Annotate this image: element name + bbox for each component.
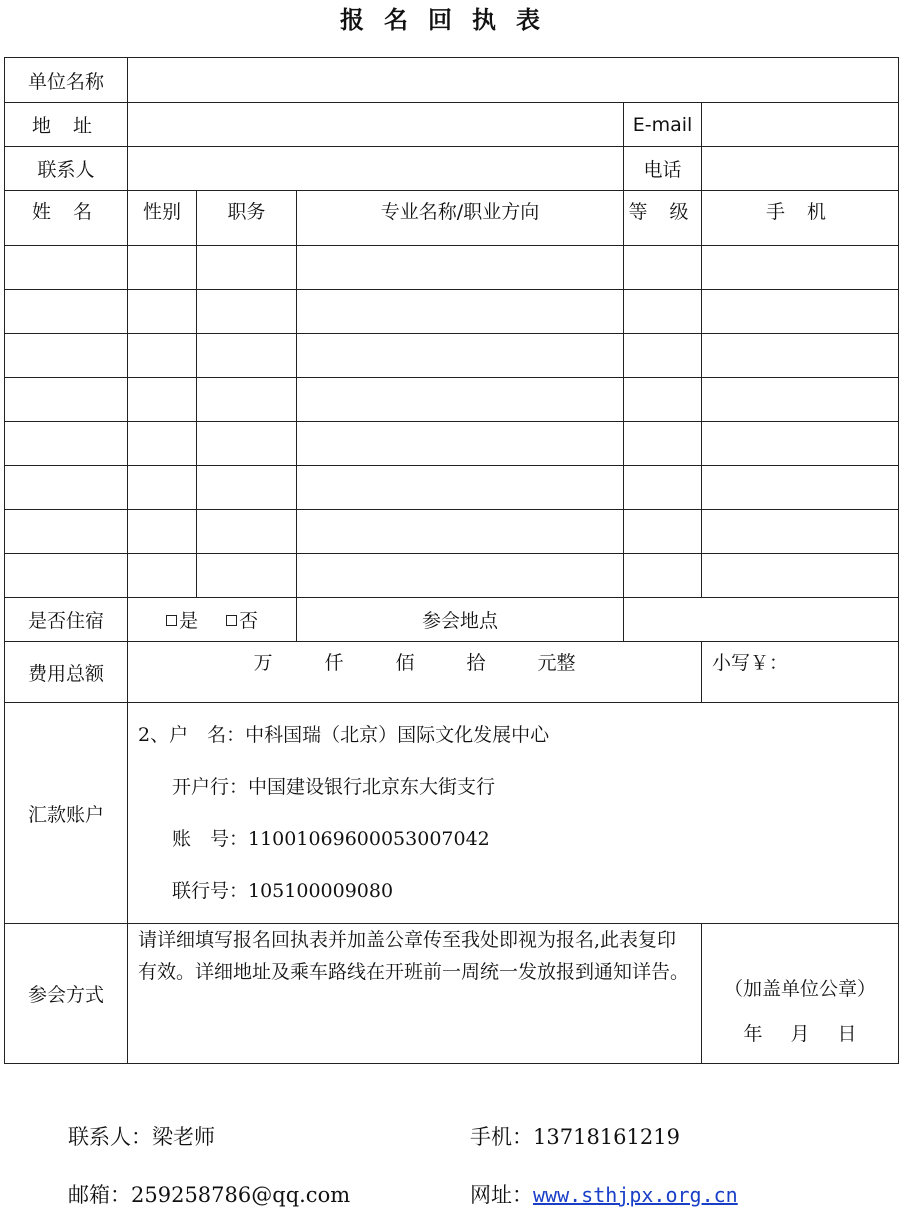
participant-row [5, 334, 899, 378]
participant-mobile-cell[interactable] [702, 334, 899, 378]
participant-name-cell[interactable] [5, 290, 128, 334]
unit-name-field[interactable] [128, 58, 899, 103]
address-label: 地 址 [5, 103, 128, 147]
seal-date [702, 1019, 898, 1046]
footer-contact: 联系人：梁老师 [68, 1125, 215, 1149]
address-field[interactable] [128, 103, 624, 147]
checkbox-icon [226, 615, 237, 626]
phone-label: 电话 [624, 147, 702, 191]
lodging-yes-checkbox[interactable] [166, 610, 198, 632]
participant-mobile-cell[interactable] [702, 290, 899, 334]
amount-unit: 佰 [395, 652, 415, 674]
remit-account-details [128, 703, 899, 924]
participant-position-cell[interactable] [197, 290, 297, 334]
participant-specialty-cell[interactable] [297, 378, 624, 422]
lodging-no-label: 否 [239, 610, 259, 632]
phone-field[interactable] [702, 147, 899, 191]
website-label: 网址： [470, 1183, 533, 1207]
participant-position-cell[interactable] [197, 422, 297, 466]
column-header-specialty: 专业名称/职业方向 [297, 191, 624, 246]
form-title: 报名回执表 [340, 5, 560, 34]
participant-position-cell[interactable] [197, 378, 297, 422]
participant-name-cell[interactable] [5, 466, 128, 510]
participant-gender-cell[interactable] [128, 290, 197, 334]
email-field[interactable] [702, 103, 899, 147]
column-header-position: 职务 [197, 191, 297, 246]
participant-position-cell[interactable] [197, 334, 297, 378]
venue-field[interactable] [624, 598, 899, 642]
column-header-level: 等 级 [624, 191, 702, 246]
participant-name-cell[interactable] [5, 510, 128, 554]
participant-level-cell[interactable] [624, 246, 702, 290]
seal-area [702, 924, 899, 1064]
participant-mobile-cell[interactable] [702, 378, 899, 422]
amount-lowercase[interactable]: 小写￥： [702, 642, 899, 703]
lodging-label: 是否住宿 [5, 598, 128, 642]
amount-in-words[interactable] [128, 642, 702, 703]
total-fee-label: 费用总额 [5, 642, 128, 703]
participant-position-cell[interactable] [197, 246, 297, 290]
attend-method-label: 参会方式 [5, 924, 128, 1064]
participant-gender-cell[interactable] [128, 466, 197, 510]
participant-name-cell[interactable] [5, 378, 128, 422]
participant-row [5, 510, 899, 554]
participant-specialty-cell[interactable] [297, 510, 624, 554]
participant-specialty-cell[interactable] [297, 466, 624, 510]
account-clearing-number: 联行号：105100009080 [172, 880, 394, 902]
amount-unit: 元整 [537, 652, 576, 674]
participant-level-cell[interactable] [624, 378, 702, 422]
attend-method-text: 请详细填写报名回执表并加盖公章传至我处即视为报名,此表复印有效。详细地址及乘车路线在开班前一周统一发放报到通知详告。 [128, 924, 702, 1064]
column-header-mobile: 手 机 [702, 191, 899, 246]
participant-name-cell[interactable] [5, 246, 128, 290]
participant-row [5, 246, 899, 290]
participant-row [5, 554, 899, 598]
seal-label: （加盖单位公章） [724, 978, 877, 1000]
registration-form [4, 57, 899, 1064]
seal-year: 年 [743, 1023, 763, 1045]
participant-gender-cell[interactable] [128, 554, 197, 598]
contact-field[interactable] [128, 147, 624, 191]
participant-level-cell[interactable] [624, 554, 702, 598]
footer-website [470, 1179, 738, 1209]
email-label: E-mail [624, 103, 702, 147]
participant-mobile-cell[interactable] [702, 422, 899, 466]
participant-gender-cell[interactable] [128, 378, 197, 422]
remit-account-label: 汇款账户 [5, 703, 128, 924]
website-link[interactable]: www.sthjpx.org.cn [533, 1183, 738, 1207]
participant-level-cell[interactable] [624, 422, 702, 466]
participant-row [5, 290, 899, 334]
participant-row [5, 422, 899, 466]
participant-specialty-cell[interactable] [297, 554, 624, 598]
amount-unit: 仟 [324, 652, 344, 674]
participant-specialty-cell[interactable] [297, 422, 624, 466]
participant-mobile-cell[interactable] [702, 466, 899, 510]
contact-label: 联系人 [5, 147, 128, 191]
venue-label: 参会地点 [297, 598, 624, 642]
footer-mobile: 手机：13718161219 [470, 1125, 680, 1149]
lodging-options [128, 598, 297, 642]
participant-specialty-cell[interactable] [297, 290, 624, 334]
account-bank: 开户行：中国建设银行北京东大街支行 [172, 776, 496, 798]
participant-position-cell[interactable] [197, 466, 297, 510]
participant-position-cell[interactable] [197, 554, 297, 598]
column-header-name: 姓 名 [5, 191, 128, 246]
amount-unit: 万 [253, 652, 273, 674]
participant-mobile-cell[interactable] [702, 510, 899, 554]
participant-name-cell[interactable] [5, 554, 128, 598]
participant-level-cell[interactable] [624, 334, 702, 378]
participant-row [5, 378, 899, 422]
unit-name-label: 单位名称 [5, 58, 128, 103]
lodging-no-checkbox[interactable] [226, 610, 258, 632]
participant-gender-cell[interactable] [128, 334, 197, 378]
participant-mobile-cell[interactable] [702, 246, 899, 290]
participant-specialty-cell[interactable] [297, 246, 624, 290]
participant-row [5, 466, 899, 510]
participant-name-cell[interactable] [5, 422, 128, 466]
participant-gender-cell[interactable] [128, 246, 197, 290]
seal-month: 月 [790, 1023, 810, 1045]
amount-unit: 拾 [466, 652, 486, 674]
checkbox-icon [166, 615, 177, 626]
participant-gender-cell[interactable] [128, 422, 197, 466]
lodging-yes-label: 是 [178, 610, 198, 632]
participant-gender-cell[interactable] [128, 510, 197, 554]
column-header-gender: 性别 [128, 191, 197, 246]
account-number: 账 号：11001069600053007042 [172, 828, 490, 850]
participant-level-cell[interactable] [624, 510, 702, 554]
participant-level-cell[interactable] [624, 290, 702, 334]
participant-specialty-cell[interactable] [297, 334, 624, 378]
footer-mailbox: 邮箱：259258786@qq.com [68, 1183, 351, 1207]
participant-level-cell[interactable] [624, 466, 702, 510]
participant-position-cell[interactable] [197, 510, 297, 554]
participant-name-cell[interactable] [5, 334, 128, 378]
participant-mobile-cell[interactable] [702, 554, 899, 598]
account-name: 2、户 名：中科国瑞（北京）国际文化发展中心 [138, 724, 550, 746]
seal-day: 日 [837, 1023, 857, 1045]
